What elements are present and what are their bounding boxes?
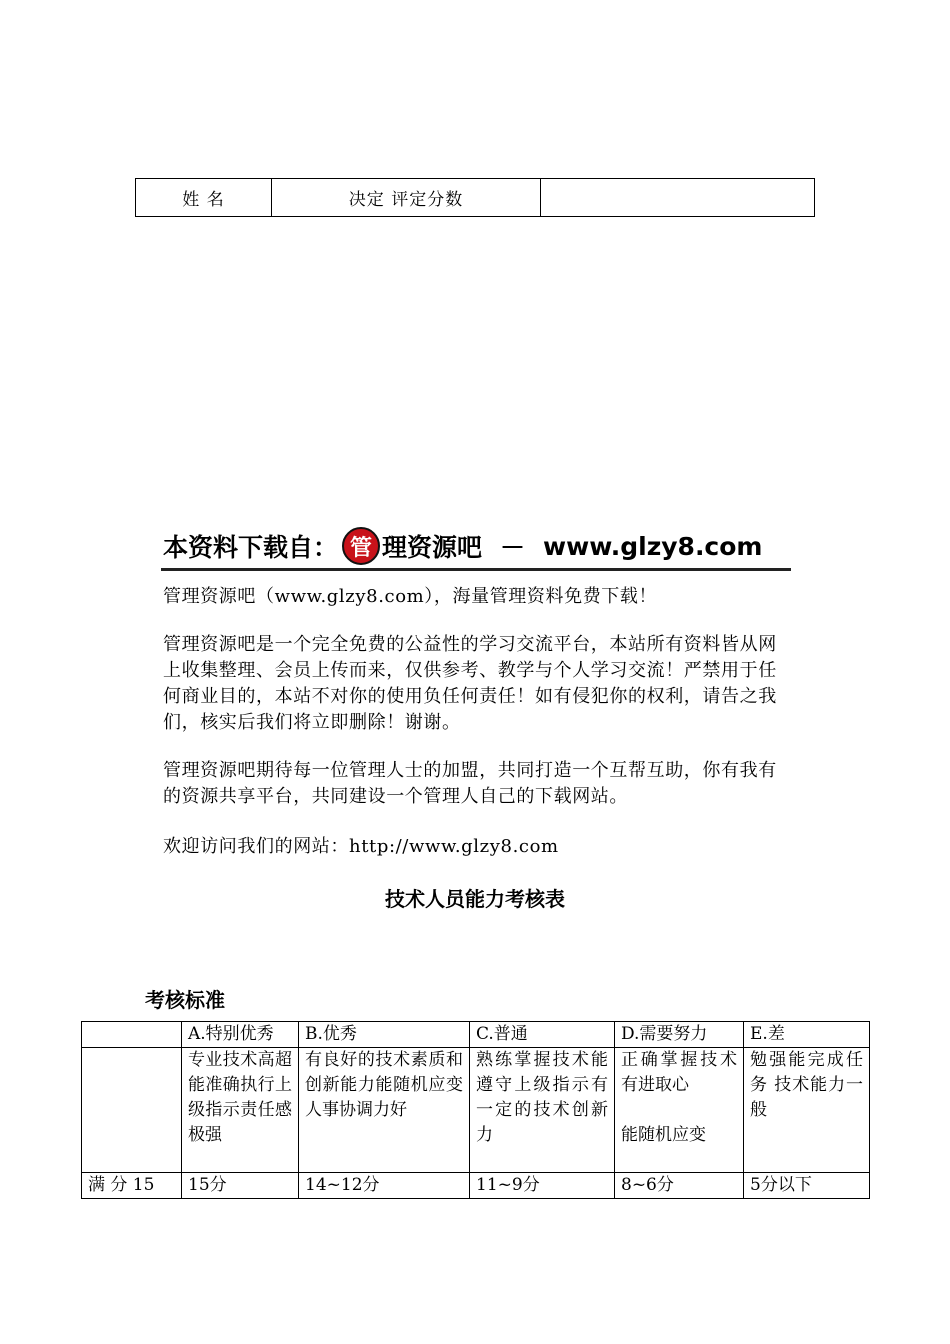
desc-cell-d xyxy=(615,1048,744,1173)
score-cell-c: 11~9分 xyxy=(470,1173,615,1199)
desc-cell-b: 有良好的技术素质和创新能力能随机应变人事协调力好 xyxy=(299,1048,470,1173)
score-cell-b: 14~12分 xyxy=(299,1173,470,1199)
table-header-row xyxy=(82,1022,870,1048)
header-cell-e: E.差 xyxy=(744,1022,870,1048)
header-cell-d: D.需要努力 xyxy=(615,1022,744,1048)
banner-url: www.glzy8.com xyxy=(543,531,763,561)
brand-logo-icon: 管 xyxy=(342,527,380,565)
score-value-cell xyxy=(541,179,815,217)
table-row xyxy=(82,1048,870,1173)
banner-divider xyxy=(161,568,791,571)
criteria-heading: 考核标准 xyxy=(145,988,225,1012)
desc-d-extra: 能随机应变 xyxy=(621,1125,706,1145)
banner-paragraph-1: 管理资源吧（www.glzy8.com），海量管理资料免费下载！ xyxy=(163,586,658,607)
table-row xyxy=(82,1173,870,1199)
score-cell-d: 8~6分 xyxy=(615,1173,744,1199)
banner-website-line: 欢迎访问我们的网站：http://www.glzy8.com xyxy=(163,836,559,857)
score-cell-label: 满 分 15 xyxy=(82,1173,182,1199)
desc-cell-empty xyxy=(82,1048,182,1173)
criteria-table xyxy=(81,1021,870,1199)
name-score-table xyxy=(135,178,815,217)
desc-cell-a: 专业技术高超 能准确执行上级指示责任感极强 xyxy=(182,1048,299,1173)
banner-prefix: 本资料下载自： xyxy=(163,533,339,562)
banner-paragraph-3: 管理资源吧期待每一位管理人士的加盟，共同打造一个互帮互助，你有我有的资源共享平台，共同建设一个管理人自己的下载网站。 xyxy=(163,760,777,807)
header-cell-empty xyxy=(82,1022,182,1048)
score-label-cell: 决定 评定分数 xyxy=(272,179,541,217)
header-cell-b: B.优秀 xyxy=(299,1022,470,1048)
header-cell-c: C.普通 xyxy=(470,1022,615,1048)
header-cell-a: A.特别优秀 xyxy=(182,1022,299,1048)
banner-brand: 理资源吧 xyxy=(382,533,483,562)
desc-d-main: 正确掌握技术 有进取心 xyxy=(621,1050,737,1095)
desc-cell-c: 熟练掌握技术能遵守上级指示有一定的技术创新力 xyxy=(470,1048,615,1173)
desc-cell-e: 勉强能完成任务 技术能力一般 xyxy=(744,1048,870,1173)
page-title: 技术人员能力考核表 xyxy=(385,887,565,911)
score-cell-a: 15分 xyxy=(182,1173,299,1199)
score-cell-e: 5分以下 xyxy=(744,1173,870,1199)
table-row xyxy=(136,179,815,217)
name-label-cell: 姓 名 xyxy=(136,179,272,217)
banner-headline xyxy=(163,527,762,565)
banner-dash: － xyxy=(500,533,526,562)
banner-paragraph-2: 管理资源吧是一个完全免费的公益性的学习交流平台，本站所有资料皆从网上收集整理、会员上传而来，仅供参考、教学与个人学习交流！严禁用于任何商业目的，本站不对你的使用负任何责任！如有侵犯你的权利，请告之我们，核实后我们将立即删除！谢谢。 xyxy=(163,634,777,733)
